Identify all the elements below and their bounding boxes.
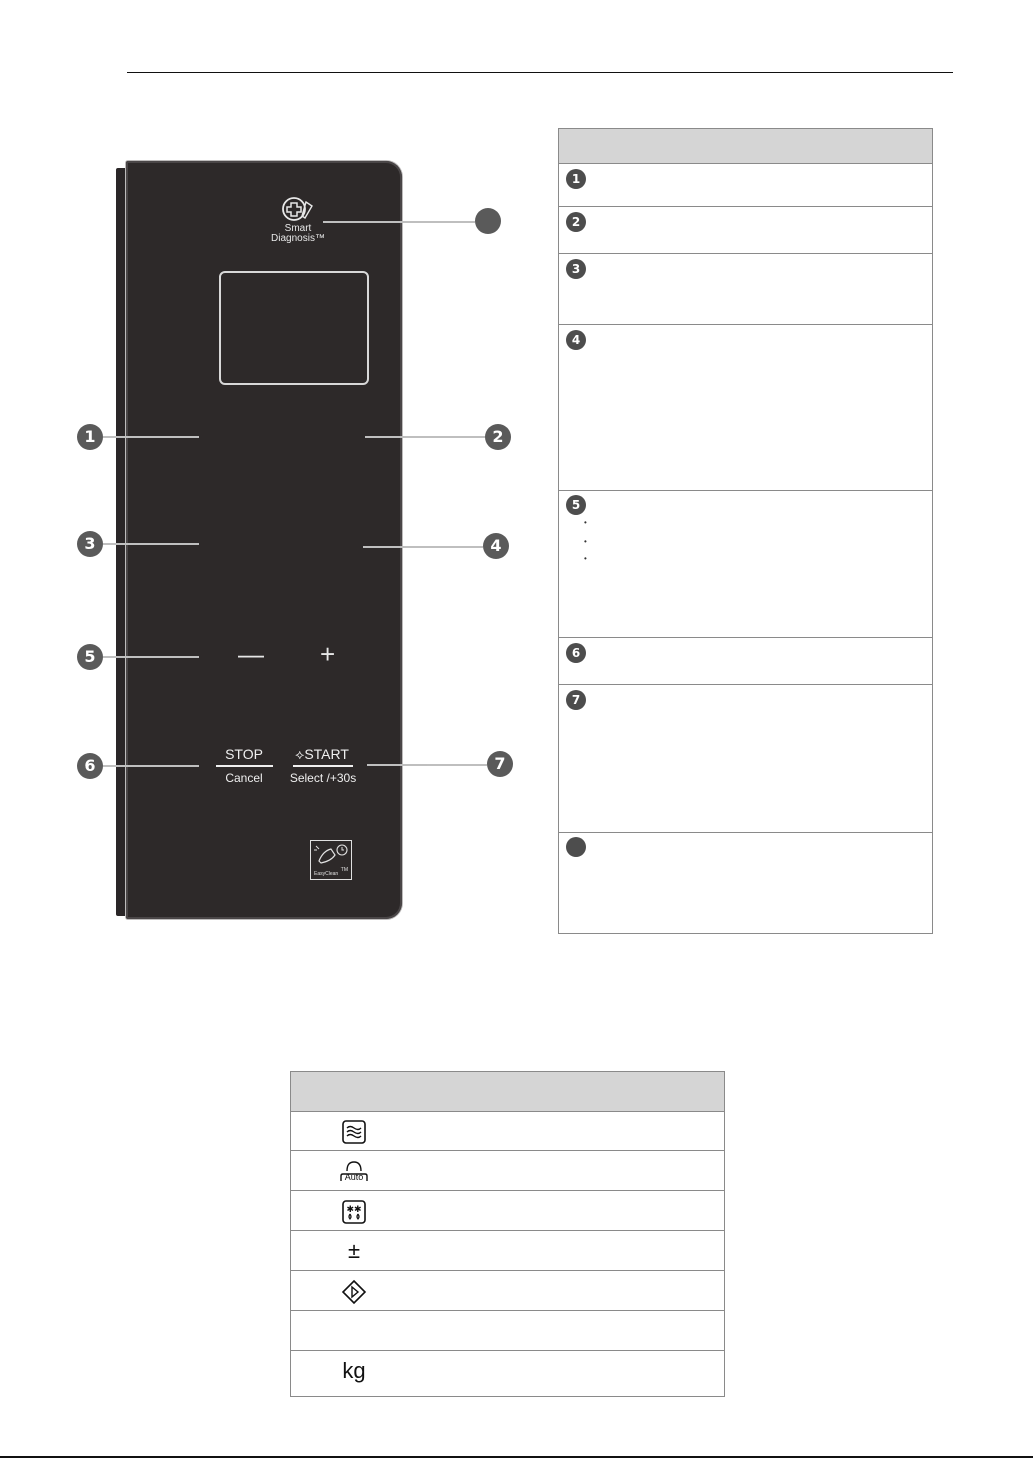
- callout-badge: 2: [485, 424, 511, 450]
- svg-text:Auto: Auto: [344, 1172, 364, 1182]
- callout-badge: 1: [77, 424, 103, 450]
- table-row: [559, 325, 932, 491]
- stop-underline: [216, 765, 273, 767]
- row-number-badge: 4: [566, 330, 586, 350]
- smart-diagnosis-icon: [280, 196, 316, 224]
- display-window: [219, 271, 369, 385]
- table-row: [291, 1111, 724, 1151]
- defrost-icon: [341, 1199, 367, 1223]
- bullet-point: •: [584, 518, 587, 527]
- callout-badge: 7: [487, 751, 513, 777]
- callout-badge: 3: [77, 531, 103, 557]
- stop-label[interactable]: STOP: [225, 746, 263, 762]
- leader-line: [103, 436, 199, 438]
- table-row: [559, 833, 932, 933]
- auto-cook-icon: [341, 1159, 367, 1183]
- smart-diagnosis-text-1: Smart: [284, 223, 312, 234]
- minus-key[interactable]: —: [238, 639, 264, 669]
- row-number-badge: 5: [566, 495, 586, 515]
- select-label[interactable]: Select /+30s: [289, 771, 357, 785]
- plus-key[interactable]: +: [320, 639, 336, 669]
- svg-text:✱✱: ✱✱: [346, 1205, 362, 1215]
- smart-diagnosis-text-2: Diagnosis™: [271, 233, 325, 244]
- table-row: [559, 254, 932, 325]
- table-row: [291, 1311, 724, 1351]
- row-number-badge: 3: [566, 259, 586, 279]
- leader-line: [323, 221, 475, 223]
- table-row: [559, 491, 932, 638]
- leader-line: [363, 546, 483, 548]
- start-label[interactable]: ⟡START: [295, 746, 349, 762]
- callout-badge: [475, 208, 501, 234]
- easyclean-text: EasyClean: [314, 871, 339, 877]
- table-row: [291, 1231, 724, 1271]
- callout-badge: 5: [77, 644, 103, 670]
- easyclean-icon: [311, 841, 349, 867]
- icon-table: [290, 1071, 725, 1397]
- microwave-waves-icon: [341, 1119, 367, 1143]
- top-rule: [127, 72, 953, 73]
- bullet-point: •: [584, 537, 587, 546]
- description-table-header: [559, 129, 932, 164]
- table-row: [559, 638, 932, 685]
- leader-line: [103, 656, 199, 658]
- row-number-badge: 7: [566, 690, 586, 710]
- row-number-badge: 6: [566, 643, 586, 663]
- table-row: [559, 163, 932, 207]
- leader-line: [103, 543, 199, 545]
- row-number-badge: [566, 837, 586, 857]
- row-number-badge: 2: [566, 212, 586, 232]
- leader-line: [103, 765, 199, 767]
- cancel-label[interactable]: Cancel: [225, 771, 263, 785]
- callout-badge: 6: [77, 753, 103, 779]
- start-diamond-icon: [341, 1279, 367, 1303]
- callout-badge: 4: [483, 533, 509, 559]
- plus-minus-icon: ±: [347, 1238, 361, 1263]
- weight-icon: kg: [342, 1358, 366, 1383]
- leader-line: [367, 764, 487, 766]
- table-row: [291, 1351, 724, 1391]
- easyclean-tm: TM: [340, 867, 348, 873]
- table-row: [291, 1151, 724, 1191]
- smart-diagnosis-logo[interactable]: [270, 196, 326, 246]
- leader-line: [365, 436, 485, 438]
- table-row: [559, 207, 932, 254]
- table-row: [291, 1271, 724, 1311]
- bullet-point: •: [584, 554, 587, 563]
- start-underline: [293, 765, 353, 767]
- description-table: [558, 128, 933, 934]
- icon-table-header: [291, 1072, 724, 1112]
- easyclean-logo: [310, 840, 352, 880]
- table-row: [291, 1191, 724, 1231]
- table-row: [559, 685, 932, 833]
- row-number-badge: 1: [566, 169, 586, 189]
